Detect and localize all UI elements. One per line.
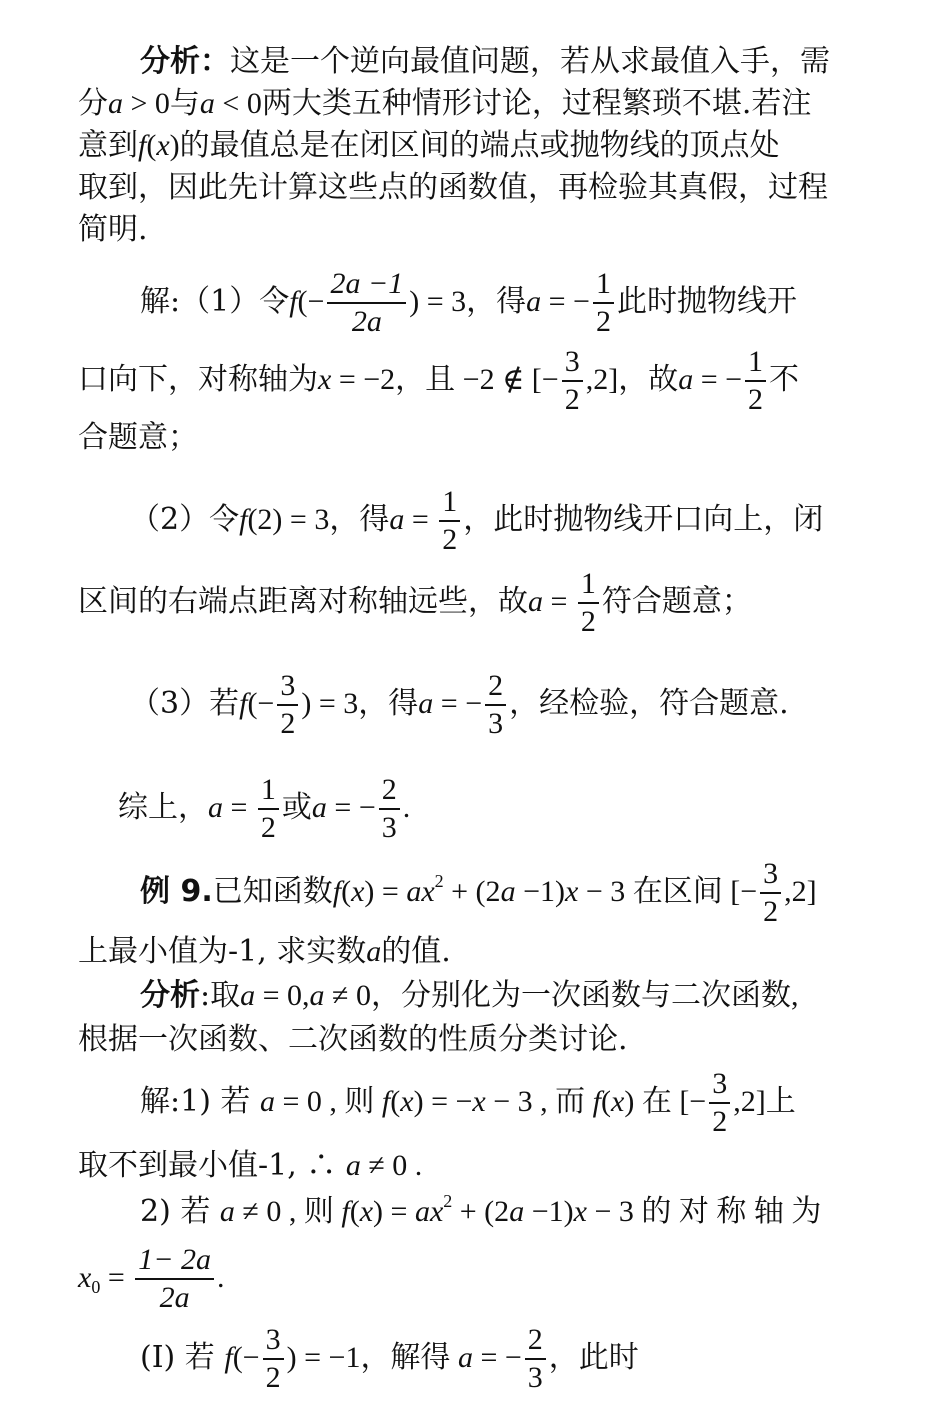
- solution-2-line-1: （2）令f(2) = 3，得a = $\frac{1}{2}$ ，此时抛物线开口向上，闭: [130, 485, 824, 556]
- analysis-line-5: 简明.: [78, 212, 148, 247]
- fraction: $\frac{3}{2}$: [277, 668, 298, 742]
- solution-1-line-1: 解:（1）令f(− $\frac{2a -1}{2a}$ ) = 3，得a = − $\frac{1}{2}$ 此时抛物线开: [140, 267, 797, 338]
- fraction: $\frac{3}{2}$: [263, 1322, 284, 1396]
- example-9-line-1: 例 9.已知函数$f(x) = ax^2 + (2a -1)x - 3$ 在区间 [− $\frac{3}{2}$ ,2]: [140, 857, 817, 928]
- fraction: $\frac{3}{2}$: [760, 856, 781, 930]
- analysis-line-4: 取到，因此先计算这些点的函数值，再检验其真假，过程: [78, 170, 828, 205]
- fraction: $\frac{1}{2}$: [593, 266, 614, 340]
- solution-1-line-2: 口向下，对称轴为x = −2，且 −2 ∉ [− $\frac{3}{2}$ ,2]，故a = − $\frac{1}{2}$ 不: [78, 345, 800, 416]
- solution-b3-line-1: (Ⅰ) 若 f(− $\frac{3}{2}$ ) = −1，解得 a = − $\frac{2}{3}$ ，此时: [140, 1323, 639, 1394]
- fraction: $\frac{2}{3}$: [485, 668, 506, 742]
- fraction: $\frac{1}{2}$: [578, 566, 599, 640]
- example-label: 例 9.: [140, 874, 213, 909]
- fraction: $\frac{3}{2}$: [709, 1066, 730, 1140]
- fraction: $\frac{2}{3}$: [525, 1322, 546, 1396]
- analysis-2-line-1: 分析:取a = 0,a ≠ 0，分别化为一次函数与二次函数,: [140, 978, 799, 1013]
- solution-b2-line-2: $x_0$ = $\frac{1- 2a}{2a}$ .: [78, 1243, 225, 1314]
- fraction: $\frac{2}{3}$: [379, 772, 400, 846]
- solution-1-line-3: 合题意；: [78, 420, 198, 455]
- solution-b2-line-1: 2) 若 a ≠ 0 , 则 $f(x) = ax^2 + (2a -1)x - 3$ 的 对 称 轴 为: [140, 1191, 822, 1229]
- solution-b1-line-2: 取不到最小值-1, ∴ a ≠ 0 .: [78, 1148, 423, 1183]
- fraction: $\frac{1}{2}$: [439, 484, 460, 558]
- conclusion-line: 综上，a = $\frac{1}{2}$ 或a = − $\frac{2}{3}$ .: [118, 773, 411, 844]
- analysis-line-1: 分析：这是一个逆向最值问题，若从求最值入手，需: [140, 44, 830, 79]
- fraction: $\frac{3}{2}$: [562, 344, 583, 418]
- solution-3-line-1: （3）若f(− $\frac{3}{2}$ ) = 3，得a = − $\frac{2}{3}$ ，经检验，符合题意.: [130, 669, 789, 740]
- fraction: $\frac{1}{2}$: [258, 772, 279, 846]
- analysis-label: 分析：: [140, 44, 230, 79]
- analysis-line-3: 意到f(x)的最值总是在闭区间的端点或抛物线的顶点处: [78, 128, 780, 163]
- analysis-line-2: 分a > 0与a < 0两大类五种情形讨论，过程繁琐不堪.若注: [78, 86, 812, 121]
- fraction: $\frac{2a -1}{2a}$: [327, 266, 406, 340]
- example-9-line-2: 上最小值为-1, 求实数a的值.: [78, 934, 451, 969]
- solution-b1-line-1: 解:1) 若 a = 0 , 则 f(x) = −x − 3 , 而 f(x) 在 [− $\frac{3}{2}$ ,2]上: [140, 1067, 796, 1138]
- fraction: $\frac{1- 2a}{2a}$: [135, 1242, 214, 1316]
- solution-2-line-2: 区间的右端点距离对称轴远些，故a = $\frac{1}{2}$ 符合题意；: [78, 567, 752, 638]
- fraction: $\frac{1}{2}$: [745, 344, 766, 418]
- analysis-2-line-2: 根据一次函数、二次函数的性质分类讨论.: [78, 1022, 628, 1057]
- analysis-label: 分析: [140, 978, 200, 1013]
